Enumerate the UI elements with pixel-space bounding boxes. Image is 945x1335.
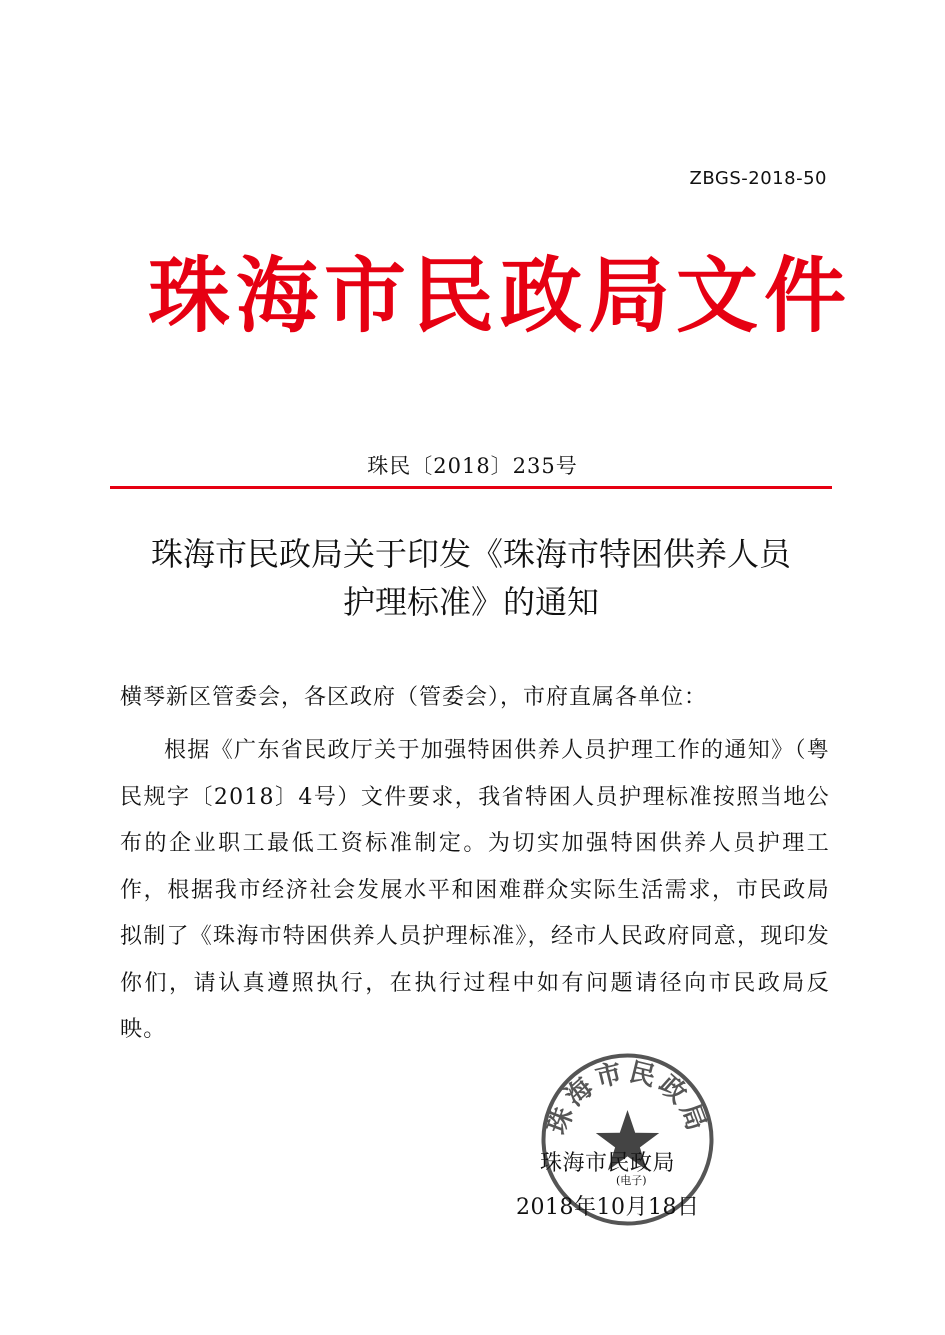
title-line-2: 护理标准》的通知	[342, 583, 599, 621]
signature-date: 2018年10月18日	[516, 1195, 700, 1220]
seal-ring-text: 珠海市民政局	[542, 1057, 713, 1139]
document-title	[110, 530, 832, 626]
document-code: ZBGS-2018-50	[689, 168, 827, 189]
signature-electronic-note: (电子)	[616, 1174, 647, 1187]
recipients-line: 横琴新区管委会，各区政府（管委会），市府直属各单位：	[120, 685, 708, 710]
title-line-1: 珠海市民政局关于印发《珠海市特困供养人员	[150, 535, 791, 573]
red-separator-line	[110, 486, 832, 489]
issuer-header: 珠海市民政局文件	[148, 249, 853, 344]
signature-organization: 珠海市民政局	[540, 1151, 676, 1176]
body-paragraph: 根据《广东省民政厅关于加强特困供养人员护理工作的通知》（粤民规字〔2018〕4号）文件要求，我省特困人员护理标准按照当地公布的企业职工最低工资标准制定。为切实加强特困供养人员护理工作，根据我市经济社会发展水平和困难群众实际生活需求，市民政局拟制了《珠海市特困供养人员护理标准》，经市人民政府同意，现印发你们，请认真遵照执行，在执行过程中如有问题请径向市民政局反映。	[120, 738, 830, 1042]
document-number: 珠民〔2018〕235号	[367, 454, 578, 478]
